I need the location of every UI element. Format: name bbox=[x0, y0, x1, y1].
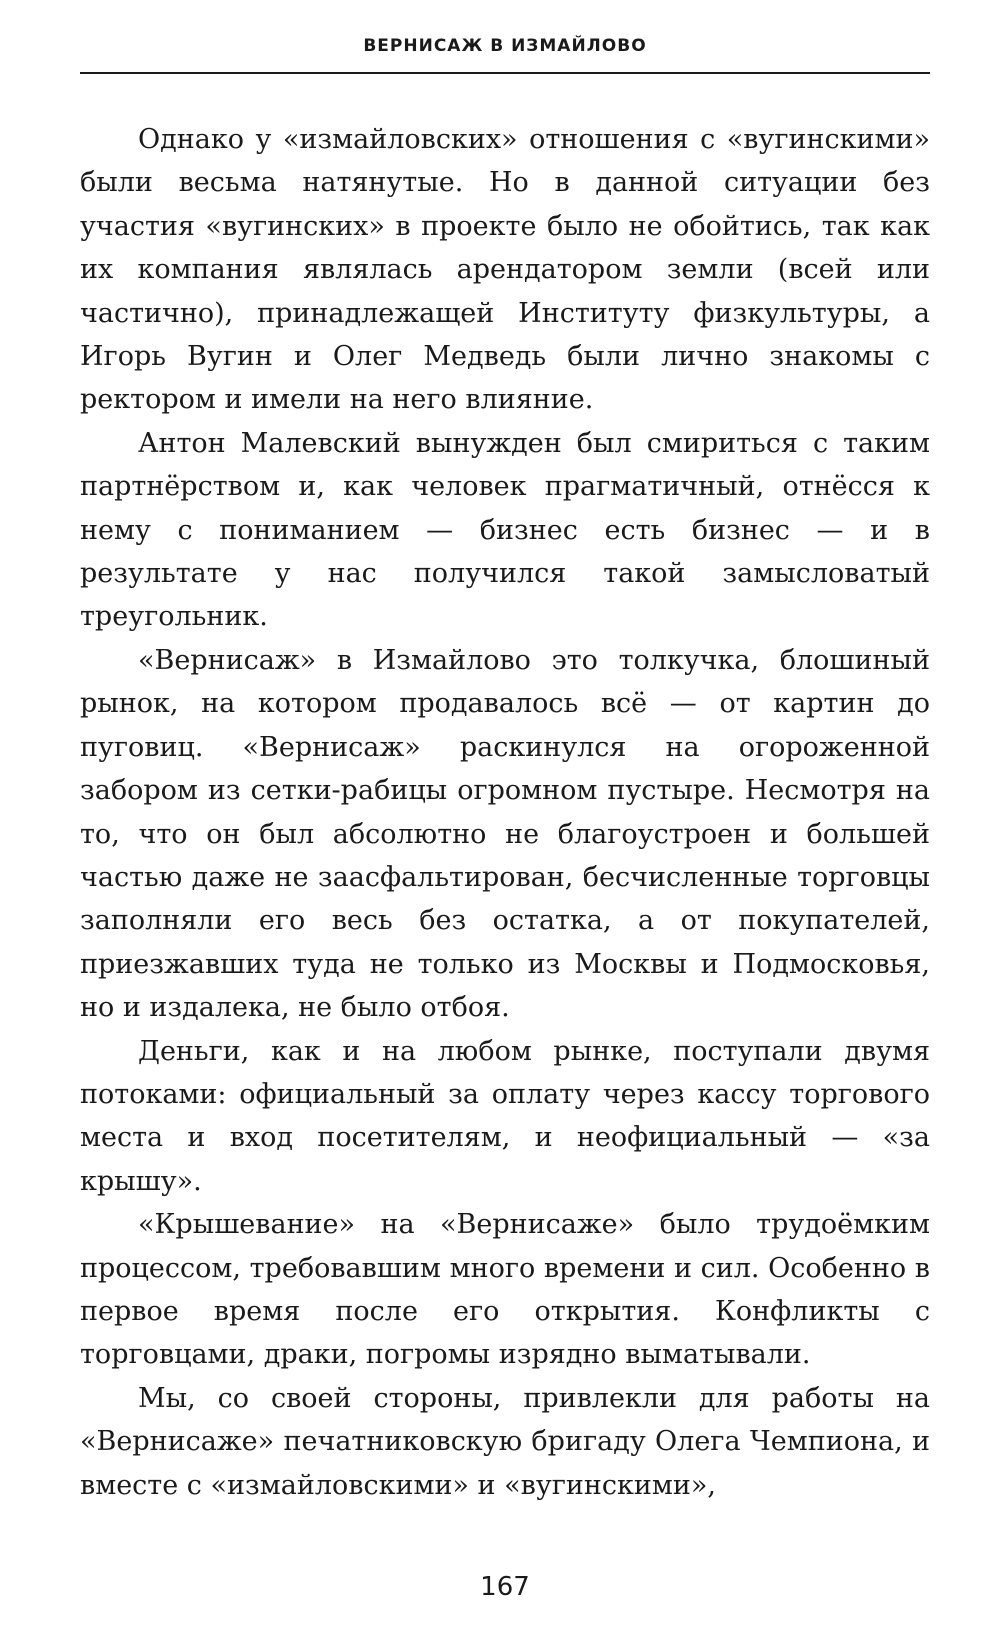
paragraph-6: Мы, со своей стороны, привлекли для работы на «Вернисаже» печатниковскую бригаду Олега Чемпиона, и вместе с «измайловскими» и «вугинскими», bbox=[80, 1382, 930, 1501]
paragraph-3: «Вернисаж» в Измайлово это толкучка, блошиный рынок, на котором продавалось всё — от картин до пуговиц. «Вернисаж» раскинулся на огороженной забором из сетки-рабицы огромном пустыре. Несмотря на то, что он был абсолютно не благоустроен и большей частью даже не заасфальтирован, бесчисленные торговцы заполняли его весь без остатка, а от покупателей, приезжавших туда не только из Москвы и Подмосковья, но и издалека, не было отбоя. bbox=[80, 644, 930, 1024]
paragraph-1: Однако у «измайловских» отношения с «вугинскими» были весьма натянутые. Но в данной ситуации без участия «вугинских» в проекте было не обойтись, так как их компания являлась арендатором земли (всей или частично), принадлежащей Институту физкультуры, а Игорь Вугин и Олег Медведь были лично знакомы с ректором и имели на него влияние. bbox=[80, 124, 930, 416]
text-body bbox=[80, 118, 930, 1507]
paragraph-2: Антон Малевский вынужден был смириться с таким партнёрством и, как человек прагматичный, отнёсся к нему с пониманием — бизнес есть бизнес — и в результате у нас получился такой замысловатый треугольник. bbox=[80, 427, 930, 633]
running-header: ВЕРНИСАЖ В ИЗМАЙЛОВО bbox=[363, 36, 647, 56]
header-rule bbox=[80, 72, 930, 74]
paragraph-4: Деньги, как и на любом рынке, поступали двумя потоками: официальный за оплату через кассу торгового места и вход посетителям, и неофициальный — «за крышу». bbox=[80, 1035, 930, 1197]
page-number: 167 bbox=[480, 1572, 530, 1602]
paragraph-5: «Крышевание» на «Вернисаже» было трудоёмким процессом, требовавшим много времени и сил. Особенно в первое время после его открытия. Конфликты с торговцами, драки, погромы изрядно выматывали. bbox=[80, 1209, 930, 1371]
